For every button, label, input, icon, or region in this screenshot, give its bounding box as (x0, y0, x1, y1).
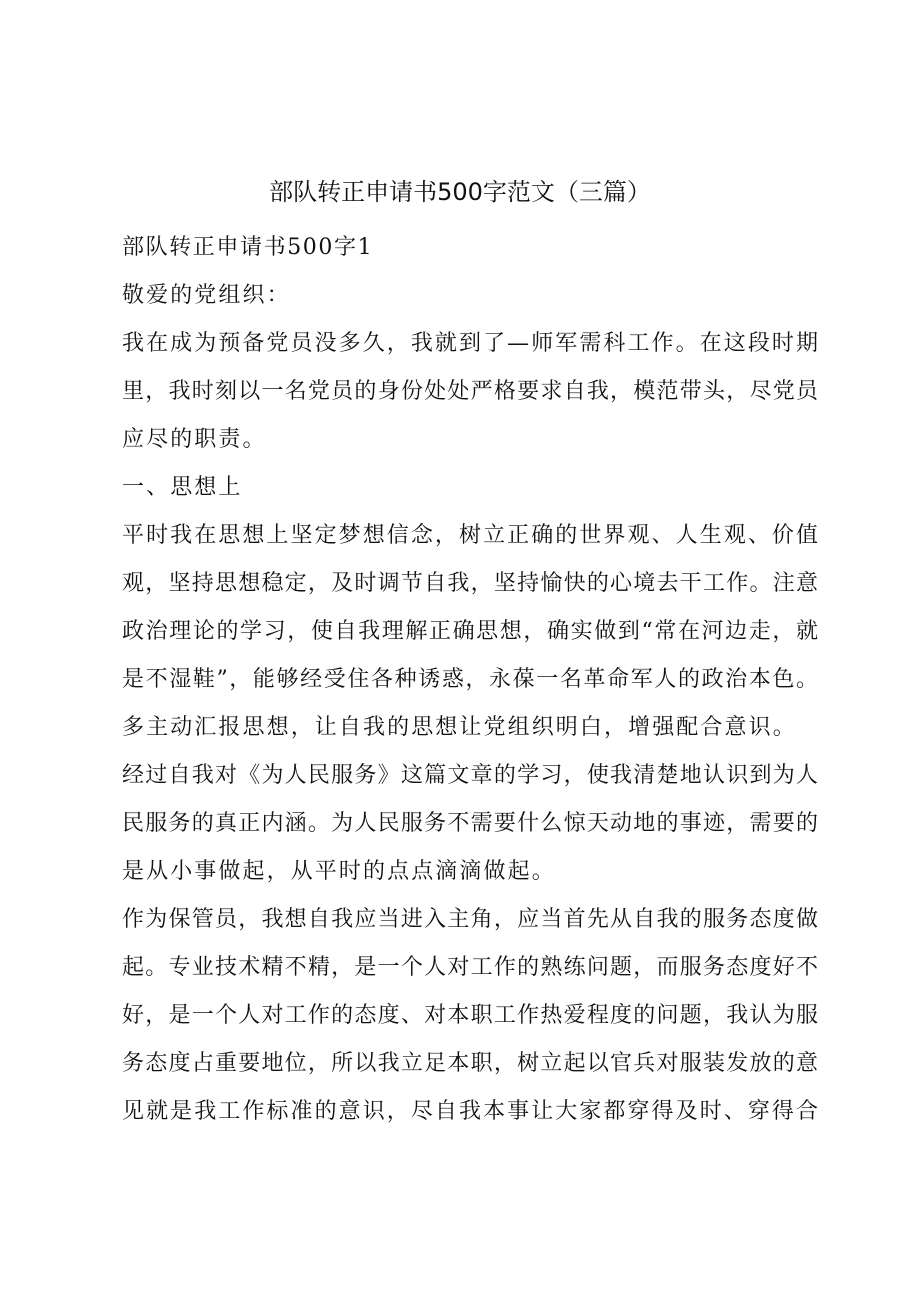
paragraph-line: 观，坚持思想稳定，及时调节自我，坚持愉快的心境去干工作。注意 (122, 571, 818, 596)
paragraph-line: 是从小事做起，从平时的点点滴滴做起。 (122, 859, 556, 884)
subsection-heading: 一、思想上 (122, 475, 243, 500)
paragraph-line: 应尽的职责。 (122, 427, 267, 452)
paragraph-line: 里，我时刻以一名党员的身份处处严格要求自我，模范带头，尽党员 (122, 379, 818, 404)
paragraph-line: 经过自我对《为人民服务》这篇文章的学习，使我清楚地认识到为人 (122, 763, 818, 788)
document-body (122, 224, 818, 1136)
paragraph-line: 多主动汇报思想，让自我的思想让党组织明白，增强配合意识。 (122, 715, 797, 740)
paragraph-line: 民服务的真正内涵。为人民服务不需要什么惊天动地的事迹，需要的 (122, 811, 818, 836)
section-heading: 部队转正申请书500字1 (122, 235, 374, 260)
paragraph-line: 平时我在思想上坚定梦想信念，树立正确的世界观、人生观、价值 (122, 523, 818, 548)
paragraph-line: 见就是我工作标准的意识，尽自我本事让大家都穿得及时、穿得合 (122, 1099, 818, 1124)
salutation: 敬爱的党组织： (122, 283, 291, 308)
paragraph-line: 我在成为预备党员没多久，我就到了—师军需科工作。在这段时期 (122, 331, 818, 356)
paragraph-line: 政治理论的学习，使自我理解正确思想，确实做到“常在河边走，就 (122, 619, 818, 644)
paragraph-line: 好，是一个人对工作的态度、对本职工作热爱程度的问题，我认为服 (122, 1003, 818, 1028)
paragraph-line: 起。专业技术精不精，是一个人对工作的熟练问题，而服务态度好不 (122, 955, 818, 980)
paragraph-line: 作为保管员，我想自我应当进入主角，应当首先从自我的服务态度做 (122, 907, 818, 932)
paragraph-line: 务态度占重要地位，所以我立足本职，树立起以官兵对服装发放的意 (122, 1051, 818, 1076)
paragraph-line: 是不湿鞋”，能够经受住各种诱惑，永葆一名革命军人的政治本色。 (122, 667, 818, 692)
document-title: 部队转正申请书500字范文（三篇） (269, 178, 651, 206)
